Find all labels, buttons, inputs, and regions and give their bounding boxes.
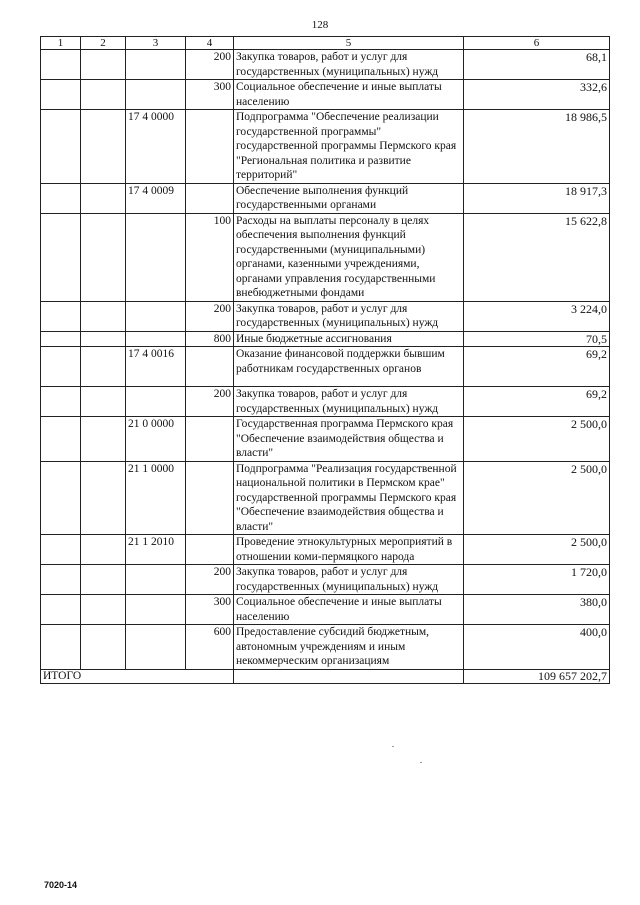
cell-target-code: 17 4 0016: [126, 347, 186, 387]
cell-amount: 1 720,0: [464, 565, 610, 595]
cell-name: Государственная программа Пермского края "Обеспечение взаимодействия общества и власти": [234, 417, 464, 462]
table-row: [41, 347, 610, 387]
col-header-2: 2: [81, 37, 126, 50]
table-row: [41, 625, 610, 670]
cell-expense-type: 200: [186, 50, 234, 80]
table-row: [41, 80, 610, 110]
table-row: [41, 535, 610, 565]
cell-amount: 15 622,8: [464, 213, 610, 301]
total-label: ИТОГО: [41, 669, 234, 683]
cell-target-code: [126, 80, 186, 110]
cell-expense-type: 200: [186, 301, 234, 331]
col-header-3: 3: [126, 37, 186, 50]
table-row: [41, 110, 610, 184]
cell-name: Расходы на выплаты персоналу в целях обеспечения выполнения функций государственными (муниципальными) органами, казенными учреждениями, органами управления государственными внебюджетными фондами: [234, 213, 464, 301]
cell-col1: [41, 461, 81, 535]
table-row: [41, 213, 610, 301]
total-row: [41, 669, 610, 683]
cell-col1: [41, 595, 81, 625]
col-header-6: 6: [464, 37, 610, 50]
cell-expense-type: [186, 417, 234, 462]
scan-speck: [420, 762, 422, 763]
cell-name: Закупка товаров, работ и услуг для государственных (муниципальных) нужд: [234, 565, 464, 595]
total-empty-cell: [234, 669, 464, 683]
table-row: [41, 461, 610, 535]
cell-col1: [41, 213, 81, 301]
cell-col1: [41, 50, 81, 80]
cell-amount: 18 986,5: [464, 110, 610, 184]
cell-col1: [41, 417, 81, 462]
cell-col2: [81, 347, 126, 387]
cell-col2: [81, 50, 126, 80]
table-row: [41, 183, 610, 213]
cell-amount: 2 500,0: [464, 461, 610, 535]
table-row: [41, 50, 610, 80]
cell-name: Предоставление субсидий бюджетным, автономным учреждениям и иным некоммерческим организациям: [234, 625, 464, 670]
page-number: 128: [311, 19, 329, 31]
cell-target-code: [126, 213, 186, 301]
cell-amount: 2 500,0: [464, 535, 610, 565]
table-row: [41, 565, 610, 595]
cell-col2: [81, 331, 126, 347]
cell-expense-type: 800: [186, 331, 234, 347]
cell-name: Проведение этнокультурных мероприятий в отношении коми-пермяцкого народа: [234, 535, 464, 565]
total-amount: 109 657 202,7: [464, 669, 610, 683]
cell-col2: [81, 625, 126, 670]
cell-name: Оказание финансовой поддержки бывшим работникам государственных органов: [234, 347, 464, 387]
cell-amount: 2 500,0: [464, 417, 610, 462]
cell-target-code: 21 1 0000: [126, 461, 186, 535]
cell-amount: 68,1: [464, 50, 610, 80]
cell-target-code: [126, 565, 186, 595]
cell-col2: [81, 183, 126, 213]
cell-name: Подпрограмма "Обеспечение реализации государственной программы" государственной программы Пермского края "Региональная политика и развитие территорий": [234, 110, 464, 184]
cell-name: Подпрограмма "Реализация государственной национальной политики в Пермском крае" государственной программы Пермского края "Обеспечение взаимодействия общества и власти": [234, 461, 464, 535]
cell-col2: [81, 387, 126, 417]
cell-col2: [81, 417, 126, 462]
cell-expense-type: 200: [186, 387, 234, 417]
scan-speck: [392, 746, 394, 747]
cell-col2: [81, 565, 126, 595]
cell-expense-type: [186, 110, 234, 184]
table-row: [41, 595, 610, 625]
cell-col2: [81, 213, 126, 301]
cell-target-code: [126, 595, 186, 625]
cell-col1: [41, 110, 81, 184]
cell-col2: [81, 595, 126, 625]
cell-col1: [41, 625, 81, 670]
cell-amount: 69,2: [464, 347, 610, 387]
table-row: [41, 417, 610, 462]
cell-target-code: 21 0 0000: [126, 417, 186, 462]
cell-col2: [81, 461, 126, 535]
cell-expense-type: 200: [186, 565, 234, 595]
cell-expense-type: 600: [186, 625, 234, 670]
cell-col2: [81, 301, 126, 331]
cell-amount: 69,2: [464, 387, 610, 417]
header-row: [41, 37, 610, 50]
cell-expense-type: [186, 347, 234, 387]
cell-col1: [41, 301, 81, 331]
cell-col1: [41, 565, 81, 595]
cell-name: Социальное обеспечение и иные выплаты населению: [234, 80, 464, 110]
cell-name: Закупка товаров, работ и услуг для государственных (муниципальных) нужд: [234, 50, 464, 80]
cell-name: Иные бюджетные ассигнования: [234, 331, 464, 347]
cell-expense-type: 100: [186, 213, 234, 301]
cell-col1: [41, 387, 81, 417]
cell-amount: 400,0: [464, 625, 610, 670]
cell-amount: 332,6: [464, 80, 610, 110]
budget-table: [40, 36, 610, 684]
table-row: [41, 331, 610, 347]
cell-name: Социальное обеспечение и иные выплаты населению: [234, 595, 464, 625]
col-header-5: 5: [234, 37, 464, 50]
cell-target-code: [126, 625, 186, 670]
cell-amount: 18 917,3: [464, 183, 610, 213]
cell-col2: [81, 80, 126, 110]
cell-amount: 70,5: [464, 331, 610, 347]
cell-target-code: [126, 301, 186, 331]
col-header-4: 4: [186, 37, 234, 50]
cell-target-code: [126, 50, 186, 80]
footer-code: 7020-14: [44, 880, 78, 890]
cell-col1: [41, 183, 81, 213]
cell-expense-type: [186, 461, 234, 535]
cell-expense-type: 300: [186, 595, 234, 625]
cell-name: Закупка товаров, работ и услуг для государственных (муниципальных) нужд: [234, 387, 464, 417]
cell-expense-type: [186, 535, 234, 565]
cell-name: Обеспечение выполнения функций государственными органами: [234, 183, 464, 213]
cell-target-code: 17 4 0000: [126, 110, 186, 184]
cell-expense-type: [186, 183, 234, 213]
cell-col1: [41, 80, 81, 110]
table-row: [41, 387, 610, 417]
col-header-1: 1: [41, 37, 81, 50]
cell-col1: [41, 331, 81, 347]
cell-amount: 3 224,0: [464, 301, 610, 331]
cell-amount: 380,0: [464, 595, 610, 625]
cell-target-code: [126, 387, 186, 417]
cell-expense-type: 300: [186, 80, 234, 110]
cell-col2: [81, 110, 126, 184]
cell-target-code: [126, 331, 186, 347]
table-row: [41, 301, 610, 331]
cell-col2: [81, 535, 126, 565]
cell-target-code: 21 1 2010: [126, 535, 186, 565]
cell-target-code: 17 4 0009: [126, 183, 186, 213]
cell-name: Закупка товаров, работ и услуг для государственных (муниципальных) нужд: [234, 301, 464, 331]
cell-col1: [41, 347, 81, 387]
cell-col1: [41, 535, 81, 565]
